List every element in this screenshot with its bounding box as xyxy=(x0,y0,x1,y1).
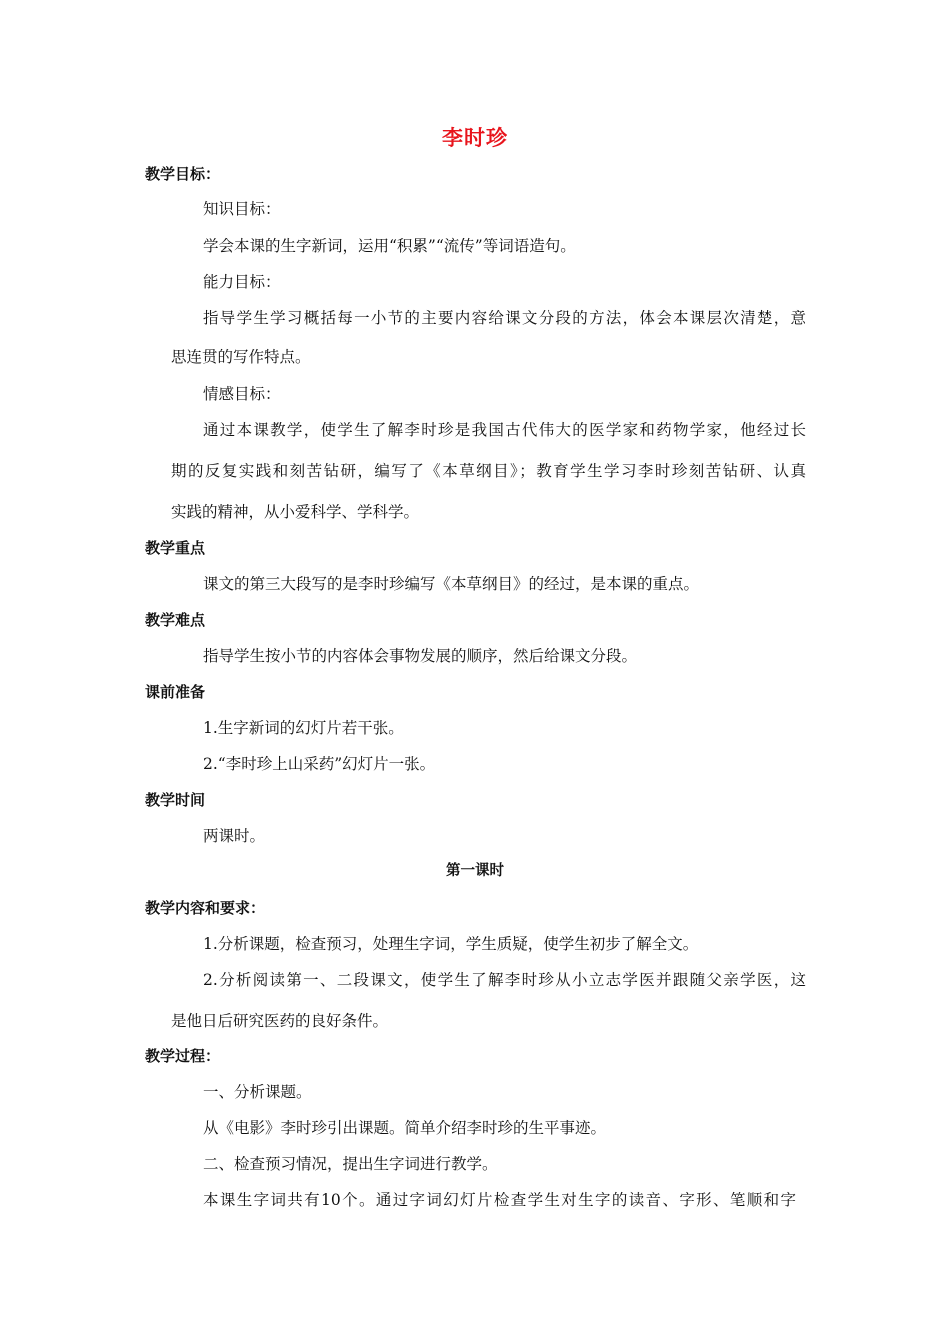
text-ability-goal-line1: 指导学生学习概括每一小节的主要内容给课文分段的方法，体会本课层次清楚，意 xyxy=(203,309,806,327)
heading-difficult-points: 教学难点 xyxy=(145,611,206,629)
text-process-step-2: 二、检查预习情况，提出生字词进行教学。 xyxy=(203,1155,498,1173)
text-emotion-goal-label: 情感目标： xyxy=(203,385,281,403)
text-process-step-1: 一、分析课题。 xyxy=(203,1083,312,1101)
text-teaching-time: 两课时。 xyxy=(203,827,266,845)
text-process-step-1-detail: 从《电影》李时珍引出课题。简单介绍李时珍的生平事迹。 xyxy=(203,1119,607,1137)
text-difficult-points: 指导学生按小节的内容体会事物发展的顺序，然后给课文分段。 xyxy=(203,647,638,665)
text-ability-goal-label: 能力目标： xyxy=(203,273,281,291)
heading-teaching-time: 教学时间 xyxy=(145,791,206,809)
text-knowledge-goal: 学会本课的生字新词，运用“积累”“流传”等词语造句。 xyxy=(203,237,576,255)
text-emotion-goal-line1: 通过本课教学，使学生了解李时珍是我国古代伟大的医学家和药物学家，他经过长 xyxy=(203,421,806,439)
page-title: 李时珍 xyxy=(442,126,508,150)
text-preparation-item-1: 1.生字新词的幻灯片若干张。 xyxy=(203,719,404,737)
text-requirement-1: 1.分析课题，检查预习，处理生字词，学生质疑，使学生初步了解全文。 xyxy=(203,935,699,953)
text-key-points: 课文的第三大段写的是李时珍编写《本草纲目》的经过，是本课的重点。 xyxy=(203,575,700,593)
heading-preparation: 课前准备 xyxy=(145,683,206,701)
heading-teaching-process: 教学过程： xyxy=(145,1047,221,1065)
heading-content-requirements: 教学内容和要求： xyxy=(145,899,266,917)
heading-teaching-goals: 教学目标： xyxy=(145,165,221,183)
section-subtitle: 第一课时 xyxy=(446,863,504,879)
text-emotion-goal-line2: 期的反复实践和刻苦钻研，编写了《本草纲目》；教育学生学习李时珍刻苦钻研、认真 xyxy=(171,462,806,480)
text-requirement-2-line1: 2.分析阅读第一、二段课文，使学生了解李时珍从小立志学医并跟随父亲学医，这 xyxy=(203,971,806,989)
text-process-step-2-detail: 本课生字词共有10个。通过字词幻灯片检查学生对生字的读音、字形、笔顺和字 xyxy=(203,1191,796,1209)
heading-key-points: 教学重点 xyxy=(145,539,206,557)
text-preparation-item-2: 2.“李时珍上山采药”幻灯片一张。 xyxy=(203,755,436,773)
text-emotion-goal-line3: 实践的精神，从小爱科学、学科学。 xyxy=(171,503,420,521)
text-knowledge-goal-label: 知识目标： xyxy=(203,200,281,218)
text-requirement-2-line2: 是他日后研究医药的良好条件。 xyxy=(171,1012,389,1030)
text-ability-goal-line2: 思连贯的写作特点。 xyxy=(171,348,311,366)
